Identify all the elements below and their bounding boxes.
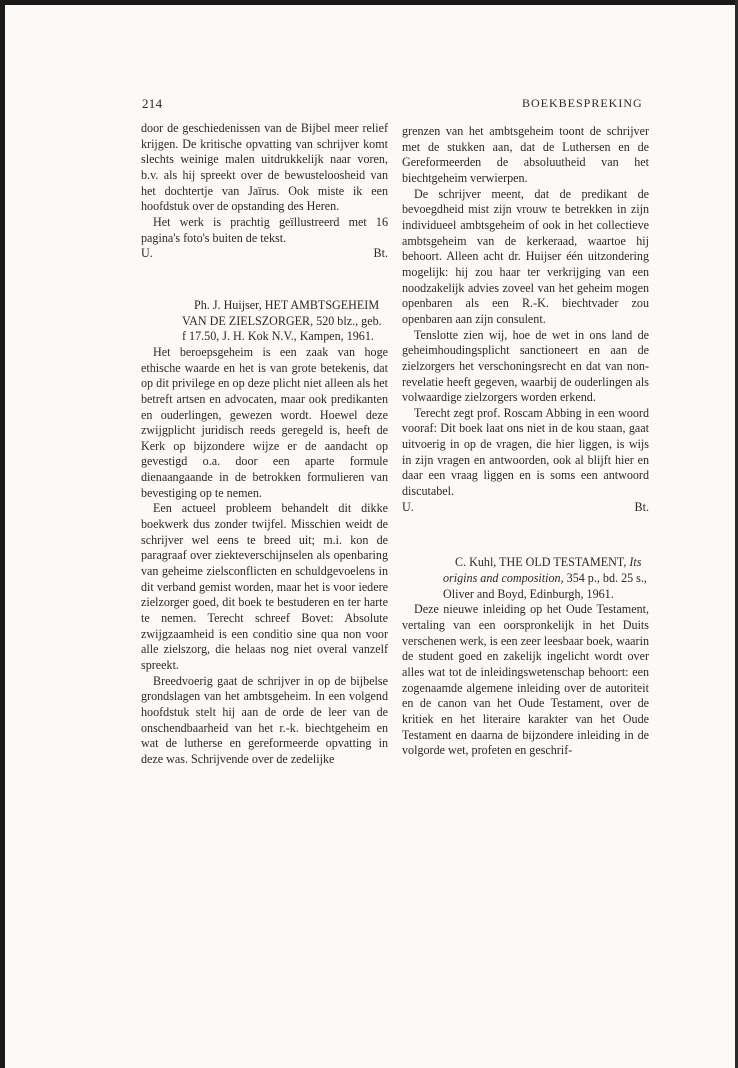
review-heading-part: C. Kuhl, THE OLD TESTAMENT, <box>455 555 627 570</box>
review-heading-huijser: Ph. J. Huijser, HET AMBTSGEHEIM VAN DE ZIELSZORGER, 520 blz., geb. f 17.50, J. H. Kok N.V., Kampen, 1961. <box>182 297 382 344</box>
page-number: 214 <box>142 96 163 111</box>
review-paragraph: De schrijver meent, dat de predikant de bevoegdheid mist zijn vrouw te betrekken in zijn individueel ambtsgeheim of ook in het collectieve ambtsgeheim van de kerkeraad, waartoe hij behoort. Alleen acht dr. Huijser één uitzondering mogelijk: hij zou haar ter verkrijging van een noodzakelijk advies zoveel van het geheim mogen openbaren als een R.-K. biechtvader zou openbaren aan zijn consulent. <box>402 186 649 326</box>
right-column <box>402 124 649 759</box>
continuation-paragraph: grenzen van het ambtsgeheim toont de schrijver met de stukken aan, dat de Luthersen en de Gereformeerden de absoluutheid van het biechtgeheim verwierpen. <box>402 124 649 185</box>
photos-paragraph: Het werk is prachtig geïllustreerd met 16 pagina's foto's buiten de tekst. <box>141 214 388 245</box>
signature-initial: U. <box>402 499 414 514</box>
signature-reviewer: Bt. <box>634 499 649 514</box>
review-paragraph: Een actueel probleem behandelt dit dikke boekwerk dus zonder twijfel. Misschien weidt de schrijver wel eens te breed uit; m.i. kon de paragraaf over ziekteverschijnselen als openbaring van geheime zielsconflicten en schuldgevoelens in dit verband gemist worden, maar het is voor iedere zielzorger goed, dit boek te bestuderen en ter harte te nemen. Terecht schreef Bovet: Absolute zwijgzaamheid is een conditio sine qua non voor alle zielszorg, die helaas nog niet overal vanzelf spreekt. <box>141 501 388 672</box>
left-column <box>141 121 388 768</box>
review-signature <box>402 500 649 516</box>
signature-initial: U. <box>141 246 153 261</box>
review-paragraph: Breedvoerig gaat de schrijver in op de bijbelse grondslagen van het ambtsgeheim. In een volgend hoofdstuk stelt hij aan de orde de leer van de onschendbaarheid van het r.-k. biechtgeheim en wat de lutherse en gereformeerde opvatting in deze was. Schrijvende over de zedelijke <box>141 673 388 766</box>
signature-reviewer: Bt. <box>373 246 388 261</box>
review-paragraph: Tenslotte zien wij, hoe de wet in ons land de geheimhoudingsplicht sanctioneert en aan de zielzorgers het verschoningsrecht en dat van non-revelatie heeft gegeven, waarbij de ouderlingen als volwaardige zielzorgers worden erkend. <box>402 327 649 405</box>
intro-paragraph: door de geschiedenissen van de Bijbel meer relief krijgen. De kritische opvatting van schrijver komt slechts weinige malen uitdrukkelijk naar voren, b.v. als hij spreekt over de bewusteloosheid van het dochtertje van Jaïrus. Ook miste ik een hoofdstuk over de opstanding des Heren. <box>141 121 388 214</box>
review-heading-kuhl <box>402 555 649 602</box>
running-header: BOEKBESPREKING <box>522 96 643 110</box>
review-paragraph: Deze nieuwe inleiding op het Oude Testament, vertaling van een oorspronkelijk in het Duits verschenen werk, is een zeer leesbaar boek, waarin de student goed en zakelijk ingelicht wordt over alles wat tot de inleidingswetenschap behoort: een zogenaamde algemene inleiding over de autoriteit en de canon van het Oude Testament, over de kritiek en het literaire karakter van het Oude Testament en daarna de bijzondere inleiding in de volgorde wet, profeten en geschrif- <box>402 602 649 758</box>
review-heading-subtitle: Its origins and composition, <box>443 555 642 586</box>
review-heading-part: 354 p., bd. 25 s., Oliver and Boyd, Edinburgh, 1961. <box>443 571 647 601</box>
scan-border-left <box>0 0 5 1068</box>
scan-border-top <box>0 0 738 5</box>
review-paragraph: Het beroepsgeheim is een zaak van hoge ethische waarde en het is van grote betekenis, dat op dit privilege en op deze plicht niet alleen als het betreft artsen en advocaten, maar ook predikanten en ouderlingen, gewezen wordt. Hoewel deze zwijgplicht juridisch reeds geregeld is, heeft de Kerk op bijzondere wijze er de aandacht op gevestigd o.a. door een aparte formule dienaangaande in de betrokken formulieren van bevestiging op te nemen. <box>141 344 388 500</box>
review-signature <box>141 246 388 262</box>
review-paragraph: Terecht zegt prof. Roscam Abbing in een woord vooraf: Dit boek laat ons niet in de kou staan, gaat uitvoerig in op de vragen, die hier liggen, is wijs in zijn vragen en antwoorden, ook al blijft hier en daar een vraag liggen en is soms een antwoord discutabel. <box>402 405 649 499</box>
